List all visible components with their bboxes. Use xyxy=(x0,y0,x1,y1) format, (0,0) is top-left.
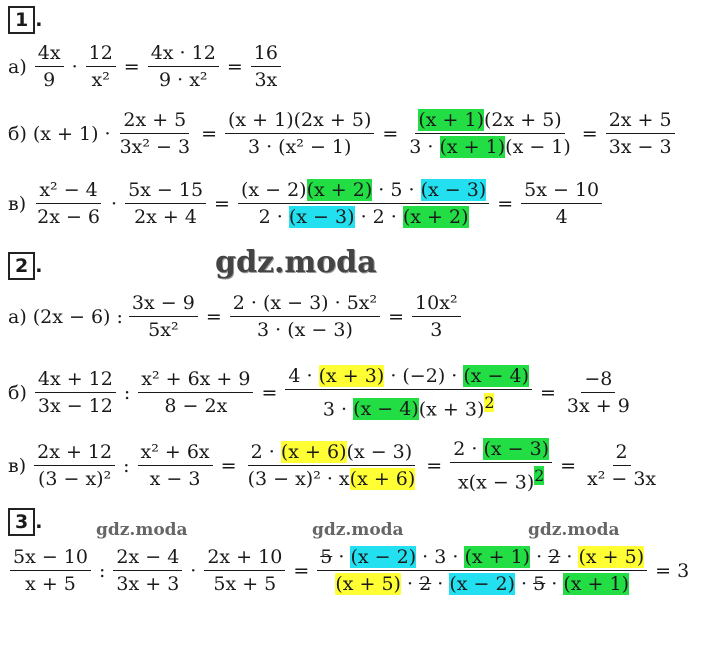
denominator: 2x + 4 xyxy=(134,206,197,228)
numerator: 5x − 15 xyxy=(125,177,206,204)
numerator xyxy=(450,436,552,463)
highlight-yellow: (x + 5) xyxy=(335,573,401,595)
problem-1a xyxy=(8,40,283,93)
cancelled-factor: 2 xyxy=(548,546,561,568)
section-dot: . xyxy=(35,511,43,533)
equals: = xyxy=(426,454,443,477)
denominator xyxy=(332,571,632,597)
highlight-green: 2 xyxy=(534,466,545,485)
problem-3 xyxy=(8,544,695,597)
fraction xyxy=(317,544,647,597)
denominator: x + 5 xyxy=(25,573,76,595)
factor: (3 − x)² · x xyxy=(247,468,350,491)
denominator: (3 − x)² xyxy=(37,468,112,491)
section-3-header xyxy=(8,508,42,536)
denominator xyxy=(245,466,419,492)
numerator: 2x + 12 xyxy=(34,439,115,466)
highlight-green: (x + 2) xyxy=(306,179,373,201)
item-label: б) xyxy=(8,122,27,145)
fraction xyxy=(138,439,213,492)
watermark: gdz.moda xyxy=(215,245,377,280)
factor: 2 · xyxy=(258,206,283,228)
operator: : xyxy=(98,559,106,582)
item-label: а) xyxy=(8,305,27,328)
item-label: б) xyxy=(8,381,27,404)
numerator: 4x · 12 xyxy=(148,40,219,67)
watermark: gdz.moda xyxy=(312,520,404,540)
result: = 3 xyxy=(655,559,690,582)
equals: = xyxy=(123,55,140,78)
equals: = xyxy=(581,122,598,145)
highlight-green: (x − 4) xyxy=(353,398,419,421)
numerator: 2 xyxy=(613,439,631,466)
highlight-green: (x + 2) xyxy=(402,206,469,228)
equals: = xyxy=(226,55,243,78)
factor: · 2 · xyxy=(360,206,397,228)
factor: (x − 2) xyxy=(240,179,307,201)
fraction xyxy=(117,107,194,160)
factor: 3 · xyxy=(409,136,434,158)
denominator xyxy=(320,390,498,422)
numerator xyxy=(415,107,564,134)
denominator: 4 xyxy=(555,206,568,228)
denominator: x² − 3x xyxy=(587,468,657,491)
highlight-green: (x + 1) xyxy=(464,546,531,568)
factor: (x + 3) xyxy=(418,398,485,421)
numerator: 4x xyxy=(35,40,64,67)
fraction xyxy=(148,40,219,93)
operator: · xyxy=(71,55,78,78)
factor: 4 · xyxy=(288,365,313,387)
fraction xyxy=(238,177,489,230)
item-label: а) xyxy=(8,55,27,78)
numerator: 2x + 5 xyxy=(120,107,189,134)
factor: · xyxy=(551,573,558,595)
numerator: (x + 1)(2x + 5) xyxy=(225,107,374,134)
denominator: 3x xyxy=(254,69,278,91)
numerator: 16 xyxy=(251,40,281,67)
highlight-green: (x − 4) xyxy=(463,365,529,387)
section-number: 3 xyxy=(8,508,35,536)
denominator: 3x + 9 xyxy=(566,395,630,418)
fraction xyxy=(245,439,419,492)
numerator: 2x + 10 xyxy=(204,544,285,571)
factor: · 5 · xyxy=(378,179,415,201)
numerator: 2x − 4 xyxy=(113,544,182,571)
item-label: в) xyxy=(8,192,27,215)
problem-2a xyxy=(8,290,463,343)
fraction xyxy=(230,290,380,343)
equals: = xyxy=(388,305,405,328)
factor: 3 · xyxy=(322,398,348,421)
numerator: 3x − 9 xyxy=(129,290,198,317)
problem-1c xyxy=(8,177,604,230)
fraction xyxy=(35,40,64,93)
operator: · xyxy=(190,559,197,582)
denominator: 3 xyxy=(430,319,443,341)
equals: = xyxy=(220,454,237,477)
equals: = xyxy=(540,381,556,404)
denominator: 3x² − 3 xyxy=(119,136,191,158)
fraction xyxy=(406,107,574,160)
factor: (x − 1) xyxy=(505,136,571,158)
numerator xyxy=(238,177,489,204)
factor: · xyxy=(407,573,414,595)
equals: = xyxy=(382,122,399,145)
fraction xyxy=(34,177,103,230)
highlight-green: (x + 1) xyxy=(563,573,630,595)
factor: · (−2) · xyxy=(390,365,458,387)
fraction xyxy=(564,366,633,419)
denominator xyxy=(256,204,472,230)
expression: (x + 1) · xyxy=(32,122,111,145)
cancelled-factor: 5 xyxy=(320,546,333,568)
denominator xyxy=(406,134,574,160)
denominator: 9 xyxy=(43,69,56,91)
denominator: 3 · (x − 3) xyxy=(257,319,353,341)
equals: = xyxy=(201,122,218,145)
numerator: 4x + 12 xyxy=(35,366,116,393)
problem-2b xyxy=(8,363,635,422)
factor: (2x + 5) xyxy=(484,109,562,131)
highlight-cyan: (x − 2) xyxy=(449,573,515,595)
denominator: 5x² xyxy=(148,319,179,341)
highlight-cyan: (x − 3) xyxy=(288,206,355,228)
factor: · xyxy=(566,546,573,568)
expression: (2x − 6) : xyxy=(32,305,123,328)
section-number: 2 xyxy=(8,252,35,280)
fraction xyxy=(10,544,91,597)
highlight-cyan: (x − 3) xyxy=(420,179,487,201)
operator: : xyxy=(123,454,130,477)
factor: · 3 · xyxy=(422,546,459,568)
numerator: x² + 6x + 9 xyxy=(138,366,253,393)
denominator: 3 · (x² − 1) xyxy=(247,136,352,158)
highlight-yellow: (x + 6) xyxy=(280,441,347,464)
fraction xyxy=(412,290,461,343)
numerator: 2x + 5 xyxy=(606,107,675,134)
numerator: 5x − 10 xyxy=(10,544,91,571)
fraction xyxy=(86,40,116,93)
denominator: 5x + 5 xyxy=(213,573,277,595)
numerator xyxy=(285,363,532,390)
fraction xyxy=(251,40,281,93)
equals: = xyxy=(261,381,278,404)
fraction xyxy=(125,177,206,230)
highlight-cyan: (x − 2) xyxy=(350,546,417,568)
watermark: gdz.moda xyxy=(96,520,188,540)
numerator: 2 · (x − 3) · 5x² xyxy=(230,290,380,317)
cancelled-factor: 2 xyxy=(419,573,432,595)
fraction xyxy=(35,366,116,419)
fraction xyxy=(606,107,675,160)
fraction xyxy=(34,439,115,492)
highlight-yellow: (x + 6) xyxy=(349,468,416,491)
operator: · xyxy=(111,192,118,215)
highlight-green: (x − 3) xyxy=(483,438,550,460)
equals: = xyxy=(497,192,514,215)
denominator xyxy=(455,463,547,495)
denominator: 2x − 6 xyxy=(37,206,101,228)
numerator xyxy=(317,544,647,571)
factor: x(x − 3) xyxy=(457,471,535,494)
section-1-header xyxy=(8,6,42,34)
section-number: 1 xyxy=(8,6,35,34)
fraction xyxy=(129,290,198,343)
factor: · xyxy=(437,573,444,595)
watermark: gdz.moda xyxy=(528,520,620,540)
highlight-yellow: 2 xyxy=(484,393,495,412)
denominator: 3x + 3 xyxy=(116,573,180,595)
numerator: x² − 4 xyxy=(36,177,100,204)
operator: : xyxy=(123,381,131,404)
fraction xyxy=(138,366,253,419)
denominator: 9 · x² xyxy=(159,69,208,91)
denominator: 3x − 12 xyxy=(37,395,113,418)
factor: (x − 3) xyxy=(346,441,413,464)
equals: = xyxy=(214,192,230,215)
denominator: x² xyxy=(91,69,110,91)
denominator: 3x − 3 xyxy=(608,136,672,158)
equals: = xyxy=(205,305,222,328)
equals: = xyxy=(560,454,576,477)
highlight-green: (x + 1) xyxy=(439,136,506,158)
numerator: 10x² xyxy=(412,290,461,317)
fraction xyxy=(204,544,285,597)
numerator: 5x − 10 xyxy=(521,177,602,204)
problem-1b xyxy=(8,107,677,160)
item-label: в) xyxy=(8,454,27,477)
factor: 2 · xyxy=(250,441,275,464)
factor: · xyxy=(536,546,543,568)
fraction xyxy=(450,436,552,495)
fraction xyxy=(113,544,182,597)
section-dot: . xyxy=(35,9,43,31)
cancelled-factor: 5 xyxy=(533,573,546,595)
fraction xyxy=(521,177,602,230)
denominator: x − 3 xyxy=(149,468,201,491)
equals: = xyxy=(293,559,310,582)
denominator: 8 − 2x xyxy=(164,395,228,418)
section-2-header xyxy=(8,252,42,280)
problem-2c xyxy=(8,436,661,495)
factor: · xyxy=(521,573,528,595)
highlight-green: (x + 1) xyxy=(418,109,484,131)
numerator: −8 xyxy=(581,366,615,393)
fraction xyxy=(225,107,374,160)
highlight-yellow: (x + 5) xyxy=(578,546,645,568)
numerator: 12 xyxy=(86,40,116,67)
section-dot: . xyxy=(35,255,43,277)
numerator: x² + 6x xyxy=(138,439,213,466)
numerator xyxy=(248,439,416,466)
factor: 2 · xyxy=(453,438,478,460)
factor: · xyxy=(338,546,345,568)
fraction xyxy=(584,439,659,492)
highlight-yellow: (x + 3) xyxy=(318,365,385,387)
fraction xyxy=(285,363,532,422)
